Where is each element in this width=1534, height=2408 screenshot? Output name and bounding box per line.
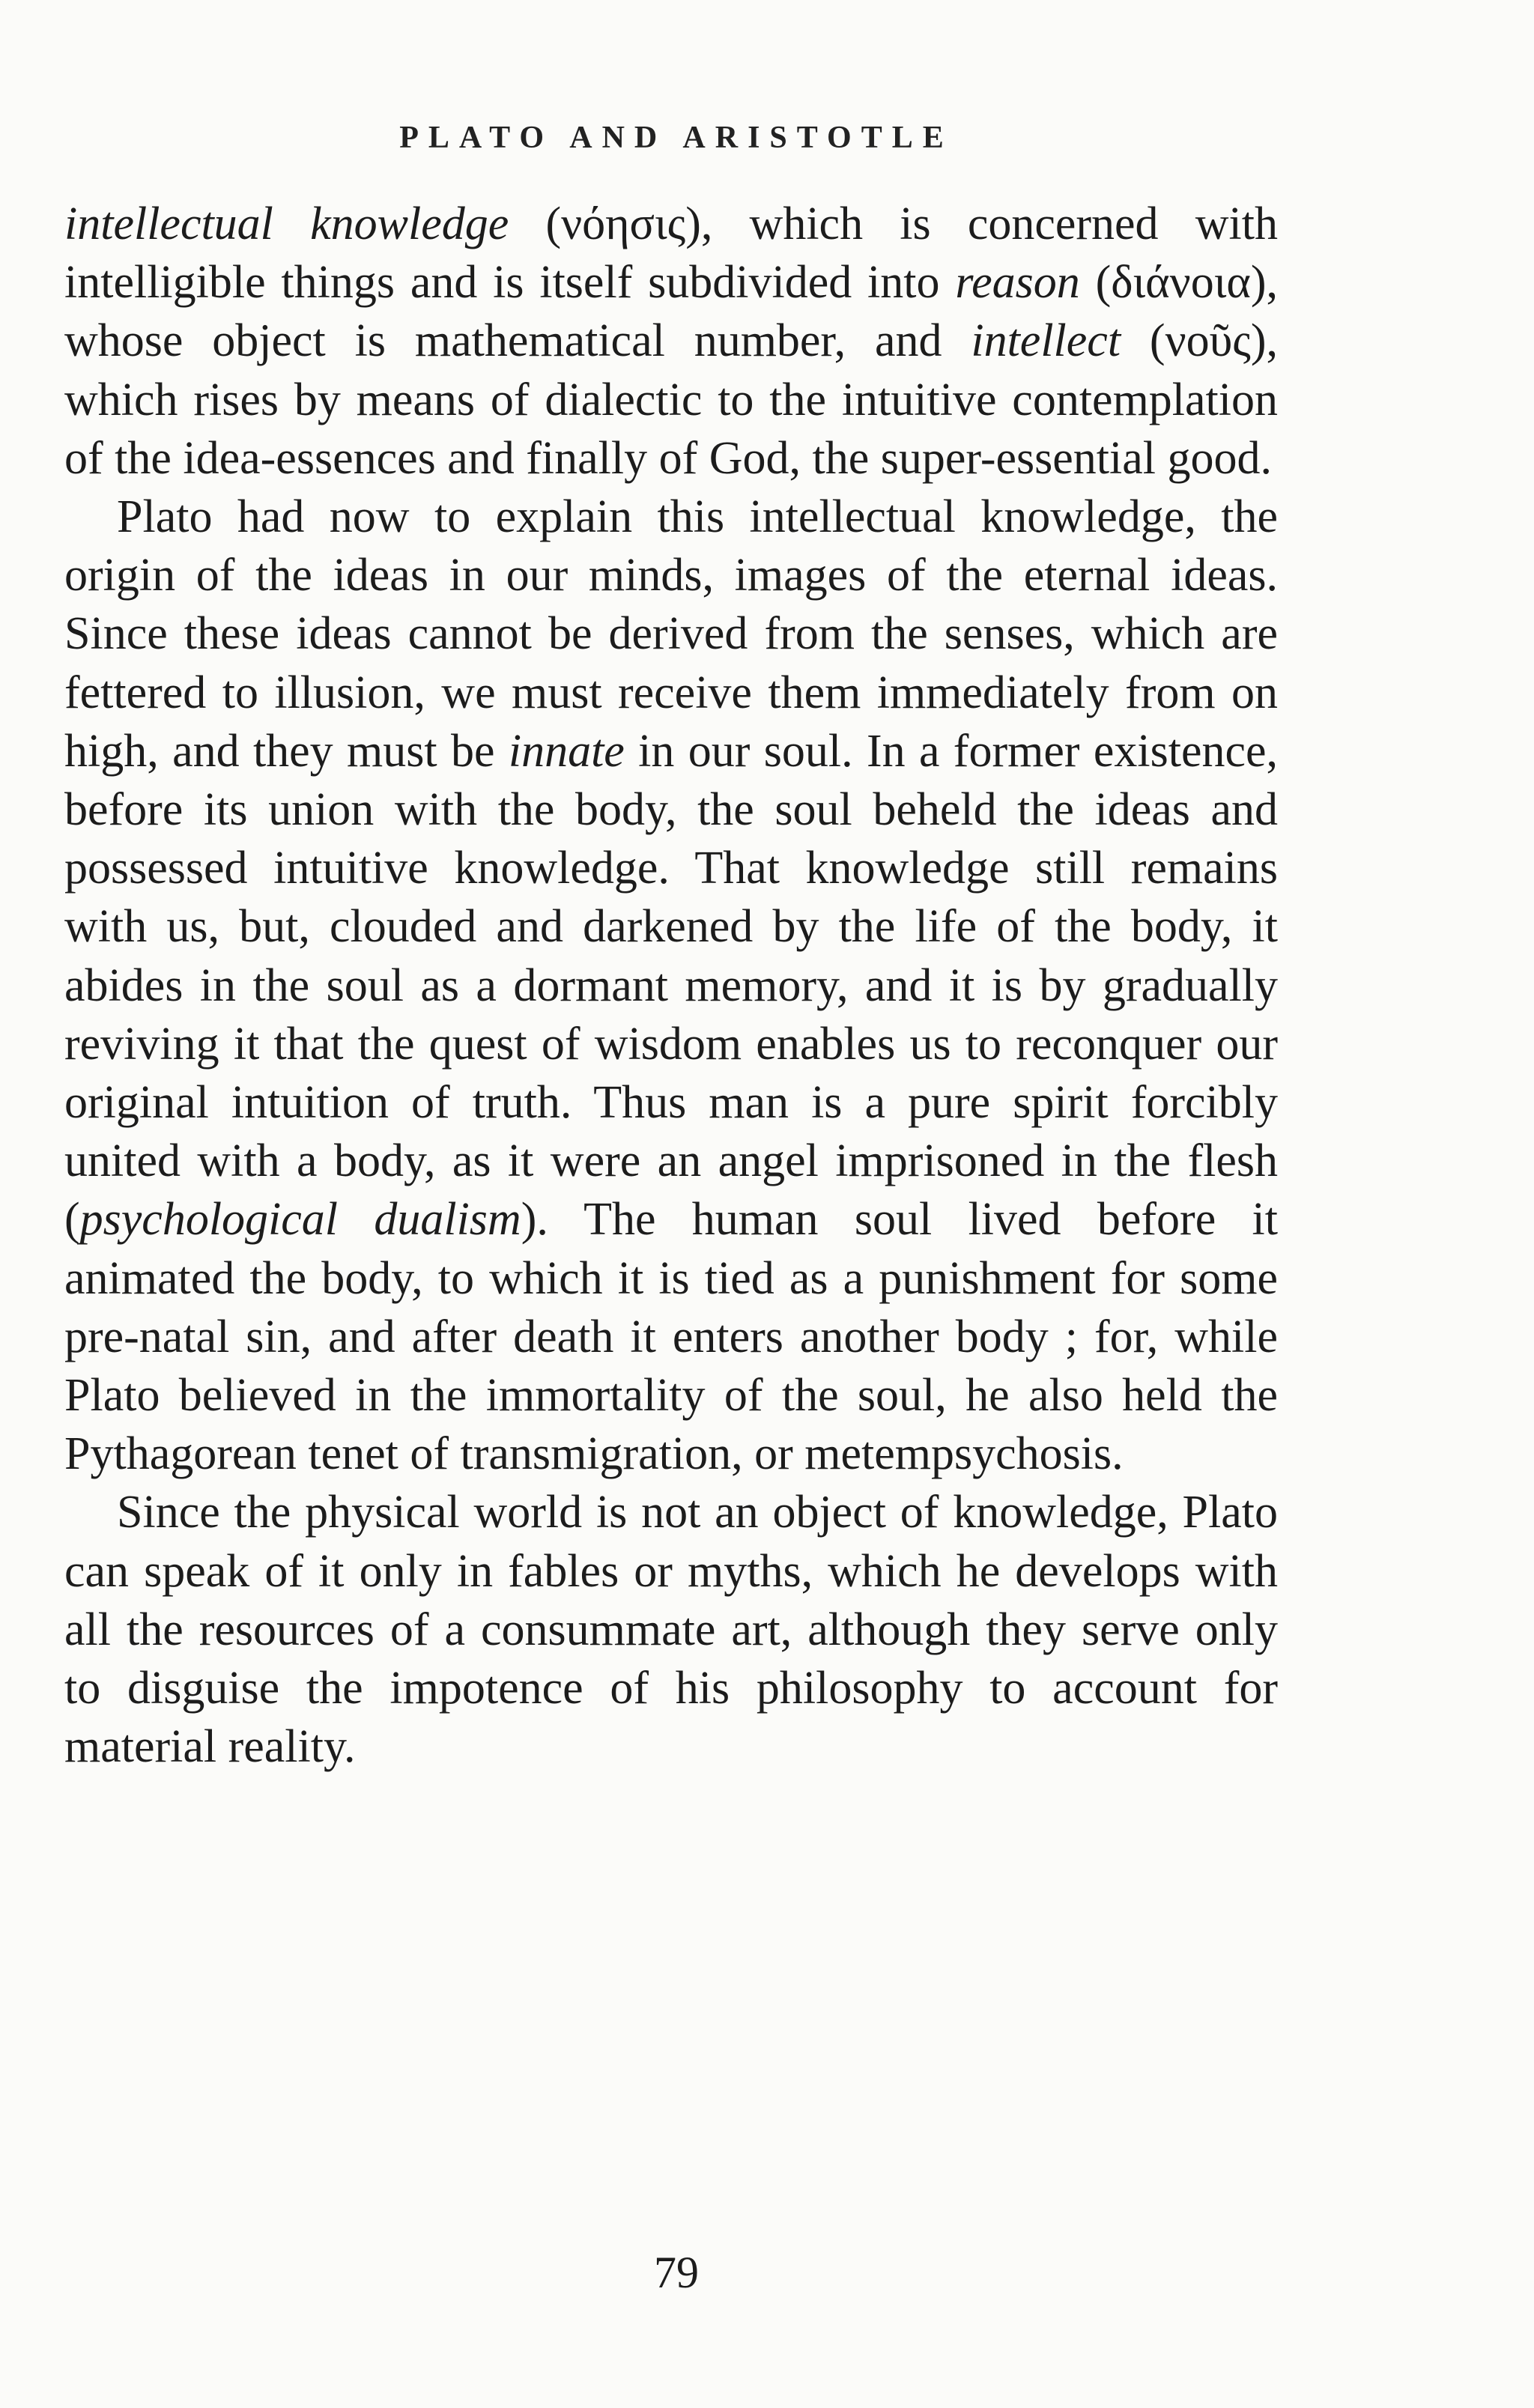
- italic-term: intellectual knowledge: [64, 198, 509, 249]
- running-head: PLATO AND ARISTOTLE: [399, 121, 954, 155]
- text-run: ). The human soul lived before it animated the body, to which it is tied as a punishment for some pre-natal sin, and after death it enters another body ; for, while Plato believed in the immortality of the soul, he also held the Pythagorean tenet of transmigration, or metempsychosis.: [64, 1194, 1279, 1480]
- text-run: Plato had now to explain this intellectual knowledge, the origin of the ideas in our minds, images of the eternal ideas. Since these ideas cannot be derived from the senses, which are fettered to illusion, we must receive them immediately from on high, and they must be: [64, 491, 1278, 777]
- body-text: [64, 195, 1278, 1776]
- text-run: (νοῦς), which rises by means of dialectic to the intuitive contemplation of the idea-essences and finally of God, the super-essential good.: [64, 315, 1278, 484]
- paragraph: [64, 1483, 1278, 1776]
- italic-term: reason: [955, 257, 1080, 309]
- italic-term: psychological dualism: [79, 1194, 521, 1246]
- text-run: (νόησις), which is concerned with intelligible things and is itself subdivided into: [64, 198, 1278, 309]
- italic-term: innate: [508, 725, 625, 777]
- text-run: (διάνοια), whose object is mathematical number, and: [64, 257, 1278, 367]
- paragraph: [64, 195, 1278, 488]
- page-number: 79: [654, 2248, 699, 2297]
- text-run: in our soul. In a former existence, before its union with the body, the soul beheld the ideas and possessed intuitive knowledge. That knowledge still remains with us, but, clouded and darkened by the life of the body, it abides in the soul as a dormant memory, and it is by gradually reviving it that the quest of wisdom enables us to reconquer our original intuition of truth. Thus man is a pure spirit forcibly united with a body, as it were an angel imprisoned in the flesh (: [64, 725, 1278, 1246]
- italic-term: intellect: [971, 315, 1121, 367]
- paragraph: [64, 488, 1278, 1483]
- text-run: Since the physical world is not an object of knowledge, Plato can speak of it only in fables or myths, which he develops with all the resources of a consummate art, although they serve only to disguise the impotence of his philosophy to account for material reality.: [64, 1487, 1278, 1773]
